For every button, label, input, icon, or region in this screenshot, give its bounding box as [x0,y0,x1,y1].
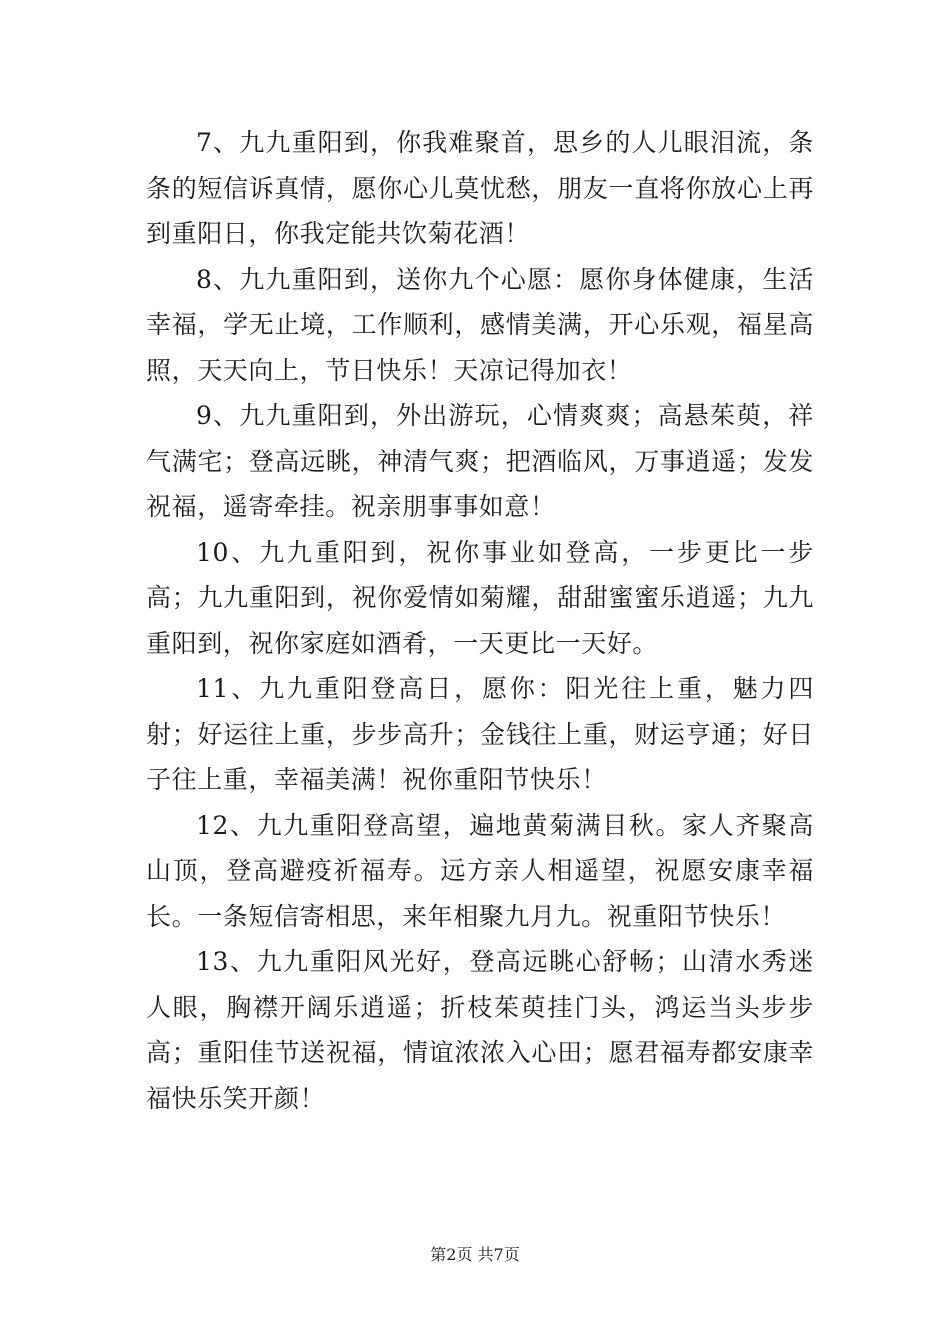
paragraph-13: 13、九九重阳风光好，登高远眺心舒畅；山清水秀迷人眼，胸襟开阔乐逍遥；折枝茱萸挂门头，鸿运当头步步高；重阳佳节送祝福，情谊浓浓入心田；愿君福寿都安康幸福快乐笑开颜！ [146,947,814,1113]
paragraph-10: 10、九九重阳到，祝你事业如登高，一步更比一步高；九九重阳到，祝你爱情如菊耀，甜甜蜜蜜乐逍遥；九九重阳到，祝你家庭如酒肴，一天更比一天好。 [146,537,814,658]
paragraph-11: 11、九九重阳登高日，愿你：阳光往上重，魅力四射；好运往上重，步步高升；金钱往上重，财运亨通；好日子往上重，幸福美满！祝你重阳节快乐！ [146,674,814,794]
document-body [146,120,814,1121]
paragraph-9: 9、九九重阳到，外出游玩，心情爽爽；高悬茱萸，祥气满宅；登高远眺，神清气爽；把酒临风，万事逍遥；发发祝福，遥寄牵挂。祝亲朋事事如意！ [146,401,814,521]
paragraph-12: 12、九九重阳登高望，遍地黄菊满目秋。家人齐聚高山顶，登高避疫祈福寿。远方亲人相遥望，祝愿安康幸福长。一条短信寄相思，来年相聚九月九。祝重阳节快乐！ [146,810,814,931]
paragraph-7: 7、九九重阳到，你我难聚首，思乡的人儿眼泪流，条条的短信诉真情，愿你心儿莫忧愁，朋友一直将你放心上再到重阳日，你我定能共饮菊花酒！ [146,128,814,248]
page-number-footer: 第2页 共7页 [430,1245,520,1264]
paragraph-8: 8、九九重阳到，送你九个心愿：愿你身体健康，生活幸福，学无止境，工作顺利，感情美满，开心乐观，福星高照，天天向上，节日快乐！天凉记得加衣！ [146,264,814,385]
